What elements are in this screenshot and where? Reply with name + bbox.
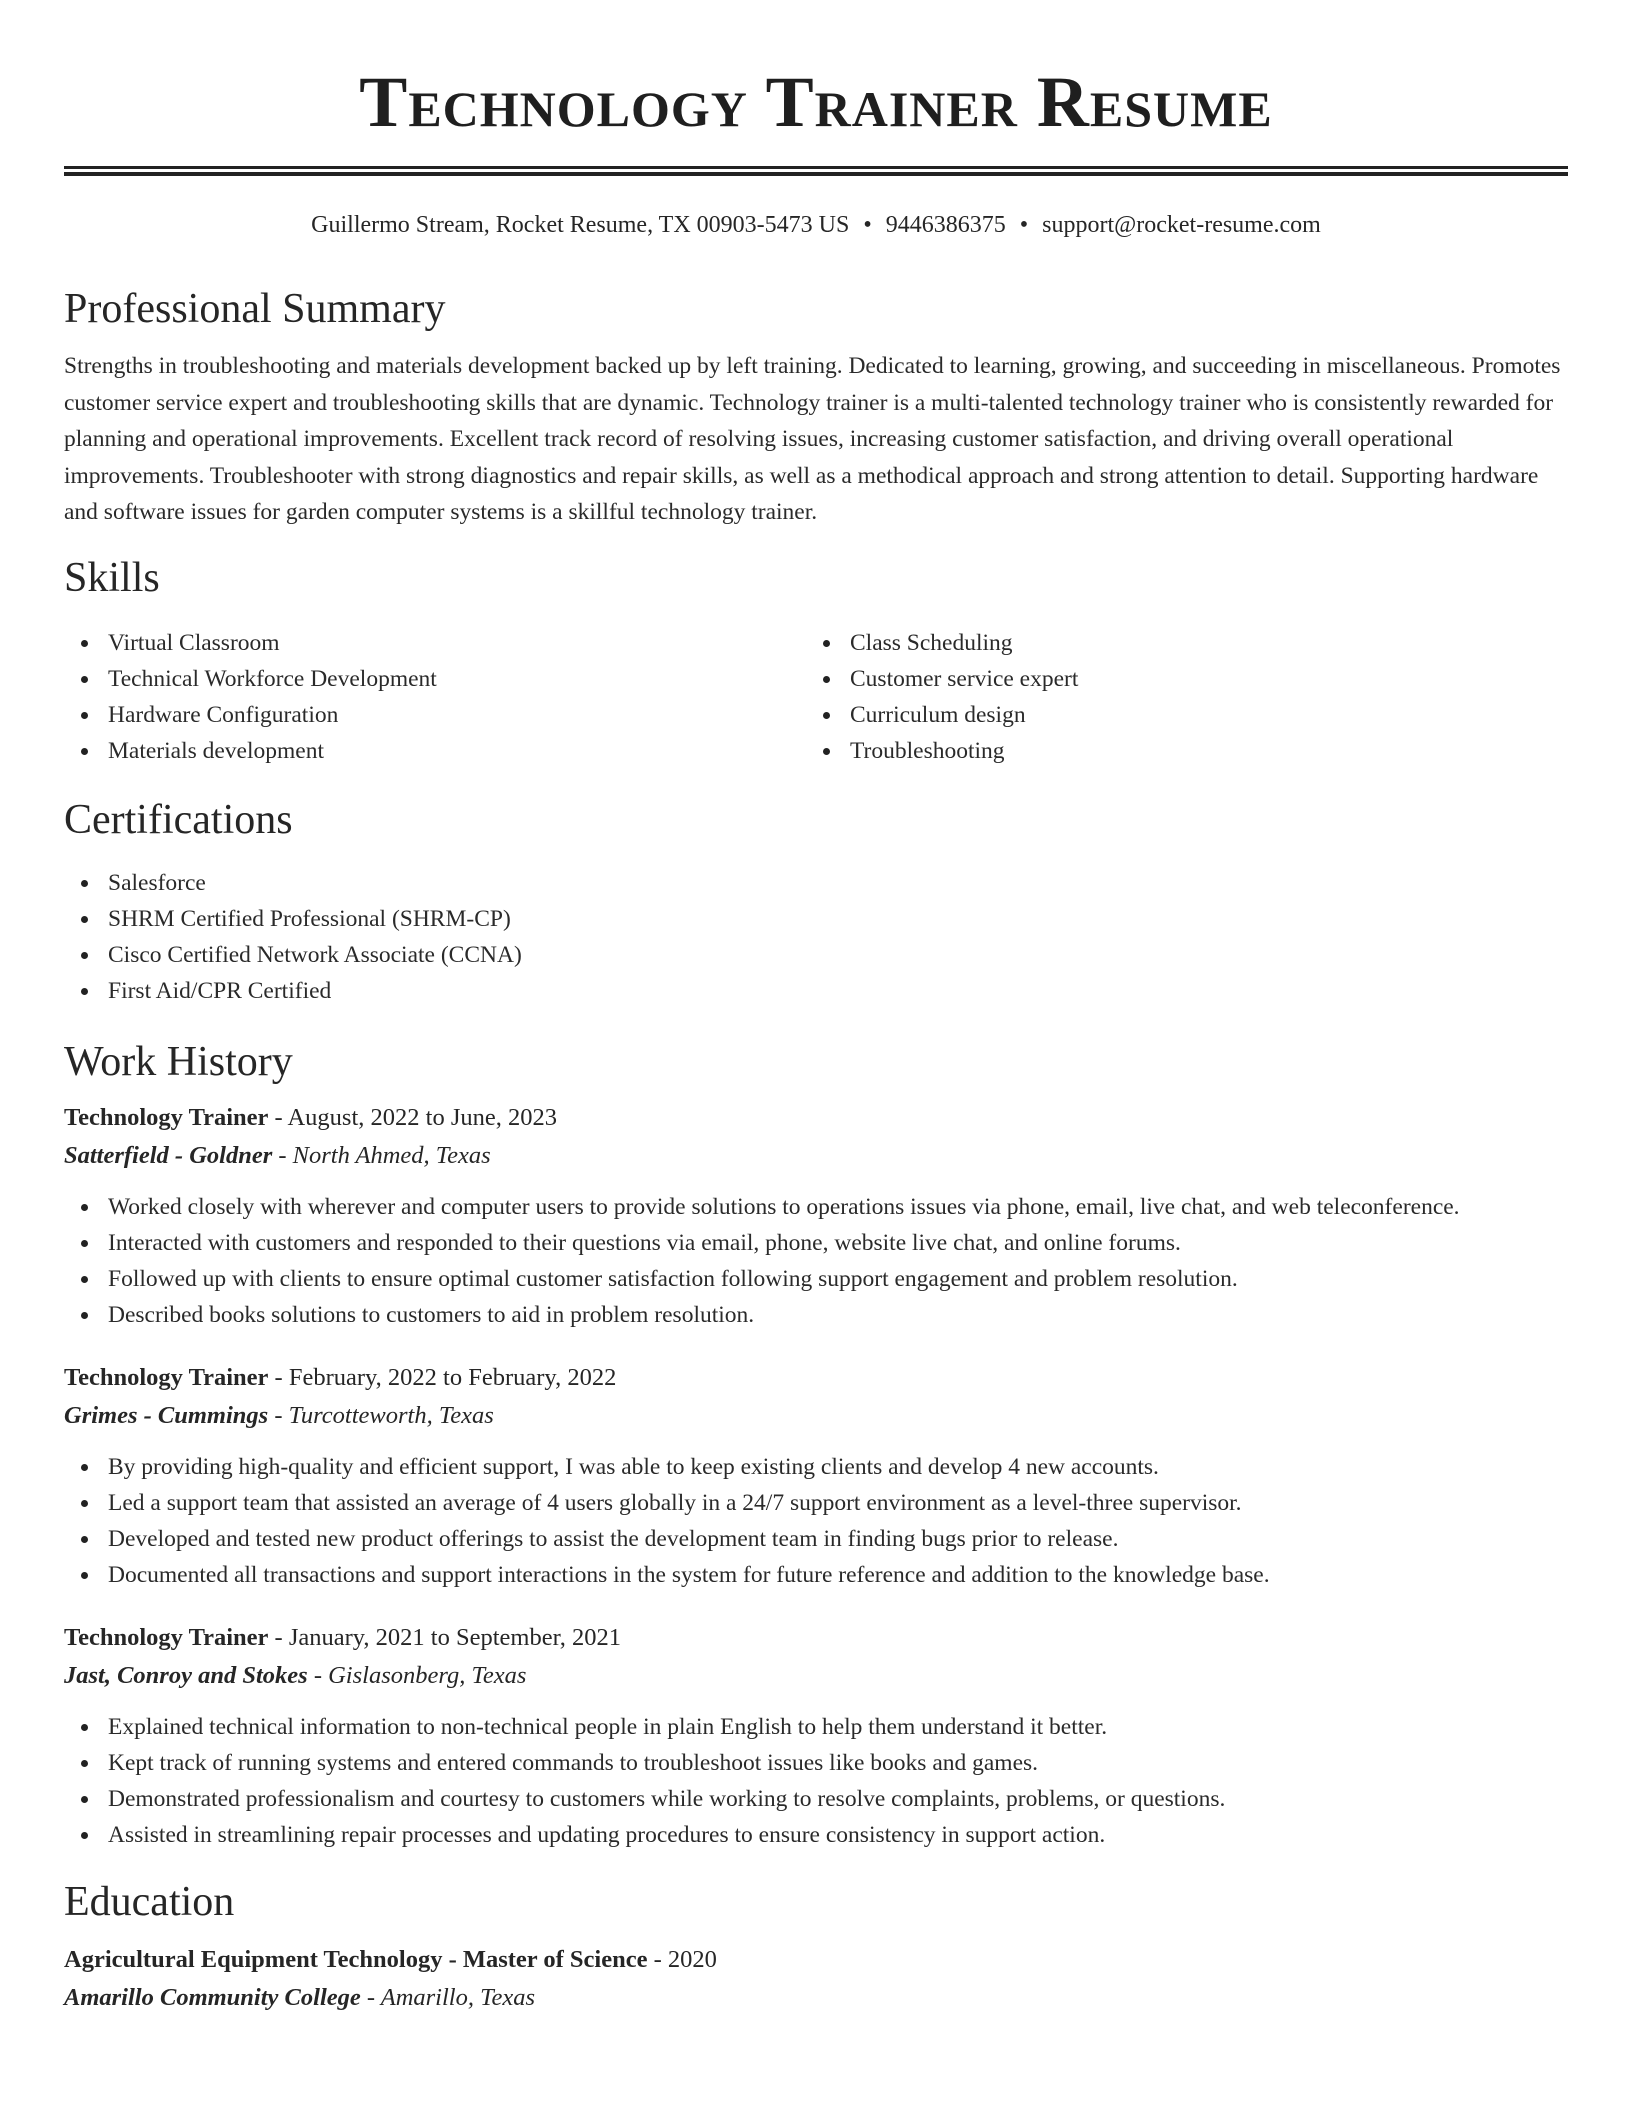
job-title-line xyxy=(64,1099,1568,1137)
contact-line xyxy=(64,210,1568,240)
job-bullet: Interacted with customers and responded to their questions via email, phone, website live chat, and online forums. xyxy=(64,1225,1568,1261)
skill-item: Curriculum design xyxy=(806,697,1548,733)
job-bullet: Followed up with clients to ensure optimal customer satisfaction following support engagement and problem resolution. xyxy=(64,1261,1568,1297)
skills-grid xyxy=(64,625,1568,769)
certification-item: Salesforce xyxy=(64,865,1568,901)
job-bullet: Kept track of running systems and entered commands to troubleshoot issues like books and games. xyxy=(64,1745,1568,1781)
job-title-line xyxy=(64,1359,1568,1397)
job-entry xyxy=(64,1099,1568,1333)
education-entry xyxy=(64,1941,1568,2017)
job-dates: - August, 2022 to June, 2023 xyxy=(268,1103,557,1131)
job-location: - Turcotteworth, Texas xyxy=(268,1401,494,1429)
job-location: - North Ahmed, Texas xyxy=(272,1141,491,1169)
job-bullet: Developed and tested new product offerings to assist the development team in finding bugs prior to release. xyxy=(64,1521,1568,1557)
job-dates: - January, 2021 to September, 2021 xyxy=(268,1623,622,1651)
skill-item: Materials development xyxy=(64,733,806,769)
education-school: Amarillo Community College xyxy=(64,1983,361,2011)
job-bullet: Described books solutions to customers to aid in problem resolution. xyxy=(64,1297,1568,1333)
certifications-heading: Certifications xyxy=(64,796,293,843)
job-bullet: Led a support team that assisted an average of 4 users globally in a 24/7 support environment as a level-three supervisor. xyxy=(64,1485,1568,1521)
contact-address: Guillermo Stream, Rocket Resume, TX 00903-5473 US xyxy=(311,212,850,238)
education-year: - 2020 xyxy=(647,1945,717,1973)
job-company-line xyxy=(64,1657,1568,1695)
job-title: Technology Trainer xyxy=(64,1363,269,1391)
job-bullet: Explained technical information to non-technical people in plain English to help them understand it better. xyxy=(64,1709,1568,1745)
skill-item: Class Scheduling xyxy=(806,625,1548,661)
skill-item: Customer service expert xyxy=(806,661,1548,697)
contact-separator: • xyxy=(863,212,872,238)
skill-item: Technical Workforce Development xyxy=(64,661,806,697)
contact-email: support@rocket-resume.com xyxy=(1042,212,1321,238)
job-bullet: By providing high-quality and efficient support, I was able to keep existing clients and develop 4 new accounts. xyxy=(64,1449,1568,1485)
contact-separator: • xyxy=(1019,212,1029,238)
work-history-heading: Work History xyxy=(64,1038,293,1085)
job-company: Jast, Conroy and Stokes xyxy=(64,1661,308,1689)
job-bullet: Documented all transactions and support interactions in the system for future reference and addition to the knowledge base. xyxy=(64,1557,1568,1593)
education-degree: Agricultural Equipment Technology - Master of Science xyxy=(64,1945,648,1973)
job-bullet: Worked closely with wherever and computer users to provide solutions to operations issues via phone, email, live chat, and web teleconference. xyxy=(64,1189,1568,1225)
skill-item: Hardware Configuration xyxy=(64,697,806,733)
job-bullet: Demonstrated professionalism and courtesy to customers while working to resolve complaints, problems, or questions. xyxy=(64,1781,1568,1817)
title-divider xyxy=(64,166,1568,176)
job-location: - Gislasonberg, Texas xyxy=(307,1661,527,1689)
skill-item: Troubleshooting xyxy=(806,733,1548,769)
skills-heading: Skills xyxy=(64,554,160,601)
job-company-line xyxy=(64,1137,1568,1175)
certification-item: First Aid/CPR Certified xyxy=(64,973,1568,1009)
resume-title: Technology Trainer Resume xyxy=(359,62,1273,142)
certifications-list xyxy=(64,865,1568,1009)
job-bullet-list xyxy=(64,1449,1568,1593)
skills-left-list xyxy=(64,625,806,769)
job-entry xyxy=(64,1619,1568,1853)
education-heading: Education xyxy=(64,1878,235,1925)
job-company: Satterfield - Goldner xyxy=(64,1141,273,1169)
summary-heading: Professional Summary xyxy=(64,286,446,332)
job-entry xyxy=(64,1359,1568,1593)
job-dates: - February, 2022 to February, 2022 xyxy=(268,1363,617,1391)
job-title: Technology Trainer xyxy=(64,1103,269,1131)
job-bullet-list xyxy=(64,1189,1568,1333)
job-bullet: Assisted in streamlining repair processes and updating procedures to ensure consistency in support action. xyxy=(64,1817,1568,1853)
job-company-line xyxy=(64,1397,1568,1435)
job-title: Technology Trainer xyxy=(64,1623,269,1651)
job-company: Grimes - Cummings xyxy=(64,1401,269,1429)
education-degree-line xyxy=(64,1941,1568,1979)
skills-right-list xyxy=(806,625,1548,769)
certification-item: Cisco Certified Network Associate (CCNA) xyxy=(64,937,1568,973)
skill-item: Virtual Classroom xyxy=(64,625,806,661)
certification-item: SHRM Certified Professional (SHRM-CP) xyxy=(64,901,1568,937)
job-bullet-list xyxy=(64,1709,1568,1853)
education-location: - Amarillo, Texas xyxy=(360,1983,536,2011)
contact-phone: 9446386375 xyxy=(885,212,1006,238)
education-school-line xyxy=(64,1979,1568,2017)
resume-page xyxy=(64,0,1568,2017)
job-title-line xyxy=(64,1619,1568,1657)
summary-text: Strengths in troubleshooting and materials development backed up by left training. Dedicated to learning, growing, and succeeding in miscellaneous. Promotes customer service expert and troubleshooting skills that are dynamic. Technology trainer is a multi-talented technology trainer who is consistently rewarded for planning and operational improvements. Excellent track record of resolving issues, increasing customer satisfaction, and driving overall operational improvements. Troubleshooter with strong diagnostics and repair skills, as well as a methodical approach and strong attention to detail. Supporting hardware and software issues for garden computer systems is a skillful technology trainer. xyxy=(64,353,1561,525)
